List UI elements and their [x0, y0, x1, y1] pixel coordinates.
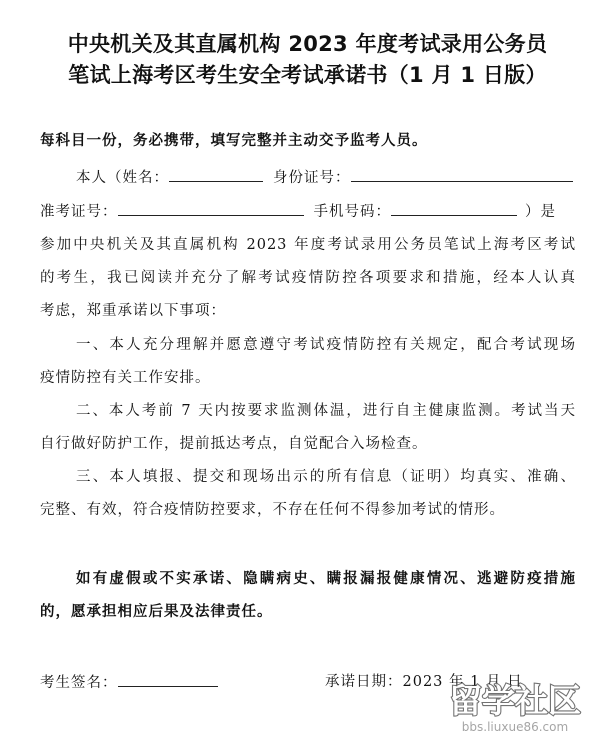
- ticket-label: 准考证号：: [40, 204, 118, 220]
- item-1-line-2: 疫情防控有关工作安排。: [40, 370, 211, 386]
- item-2-line-2: 自行做好防护工作，提前抵达考点，自觉配合入场检查。: [40, 436, 428, 452]
- warning-line-2: 的，愿承担相应后果及法律责任。: [40, 604, 273, 620]
- item-3-line-1: 三、本人填报、提交和现场出示的所有信息（证明）均真实、准确、: [76, 469, 576, 485]
- item-1-line-1: 一、本人充分理解并愿意遵守考试疫情防控有关规定，配合考试现场: [76, 337, 576, 353]
- form-row-ticket-phone: [40, 201, 576, 222]
- id-number-field[interactable]: [351, 167, 573, 182]
- date-label: 承诺日期：2023 年 1 月 日: [325, 674, 523, 690]
- signature-row: [40, 672, 218, 693]
- signature-label: 考生签名：: [40, 675, 118, 691]
- intro-line-1: 参加中央机关及其直属机构 2023 年度考试录用公务员笔试上海考区考试: [40, 237, 576, 253]
- id-label: 身份证号：: [273, 170, 351, 186]
- page-title-line-2: 笔试上海考区考生安全考试承诺书（1 月 1 日版）: [68, 63, 547, 87]
- name-field[interactable]: [169, 167, 263, 182]
- phone-number-field[interactable]: [391, 201, 517, 216]
- submission-notice: 每科目一份，务必携带，填写完整并主动交予监考人员。: [40, 133, 428, 149]
- warning-line-1: 如有虚假或不实承诺、隐瞒病史、瞒报漏报健康情况、逃避防疫措施: [76, 571, 576, 587]
- ticket-number-field[interactable]: [118, 201, 304, 216]
- is-suffix: ）是: [525, 204, 556, 220]
- intro-line-2: 的考生，我已阅读并充分了解考试疫情防控各项要求和措施，经本人认真: [40, 270, 576, 286]
- site-watermark-logo: [429, 676, 601, 736]
- name-label: 本人（姓名：: [76, 170, 169, 186]
- item-2-line-1: 二、本人考前 7 天内按要求监测体温，进行自主健康监测。考试当天: [76, 403, 576, 419]
- signature-field[interactable]: [118, 672, 218, 687]
- watermark-url: bbs.liuxue86.com: [461, 720, 569, 734]
- item-3-line-2: 完整、有效，符合疫情防控要求，不存在任何不得参加考试的情形。: [40, 502, 505, 518]
- watermark-brand: 留学社区: [449, 681, 581, 720]
- page-title-line-1: 中央机关及其直属机构 2023 年度考试录用公务员: [67, 32, 548, 56]
- intro-line-3: 考虑，郑重承诺以下事项：: [40, 303, 226, 319]
- form-row-name-id: [40, 167, 576, 188]
- phone-label: 手机号码：: [313, 204, 391, 220]
